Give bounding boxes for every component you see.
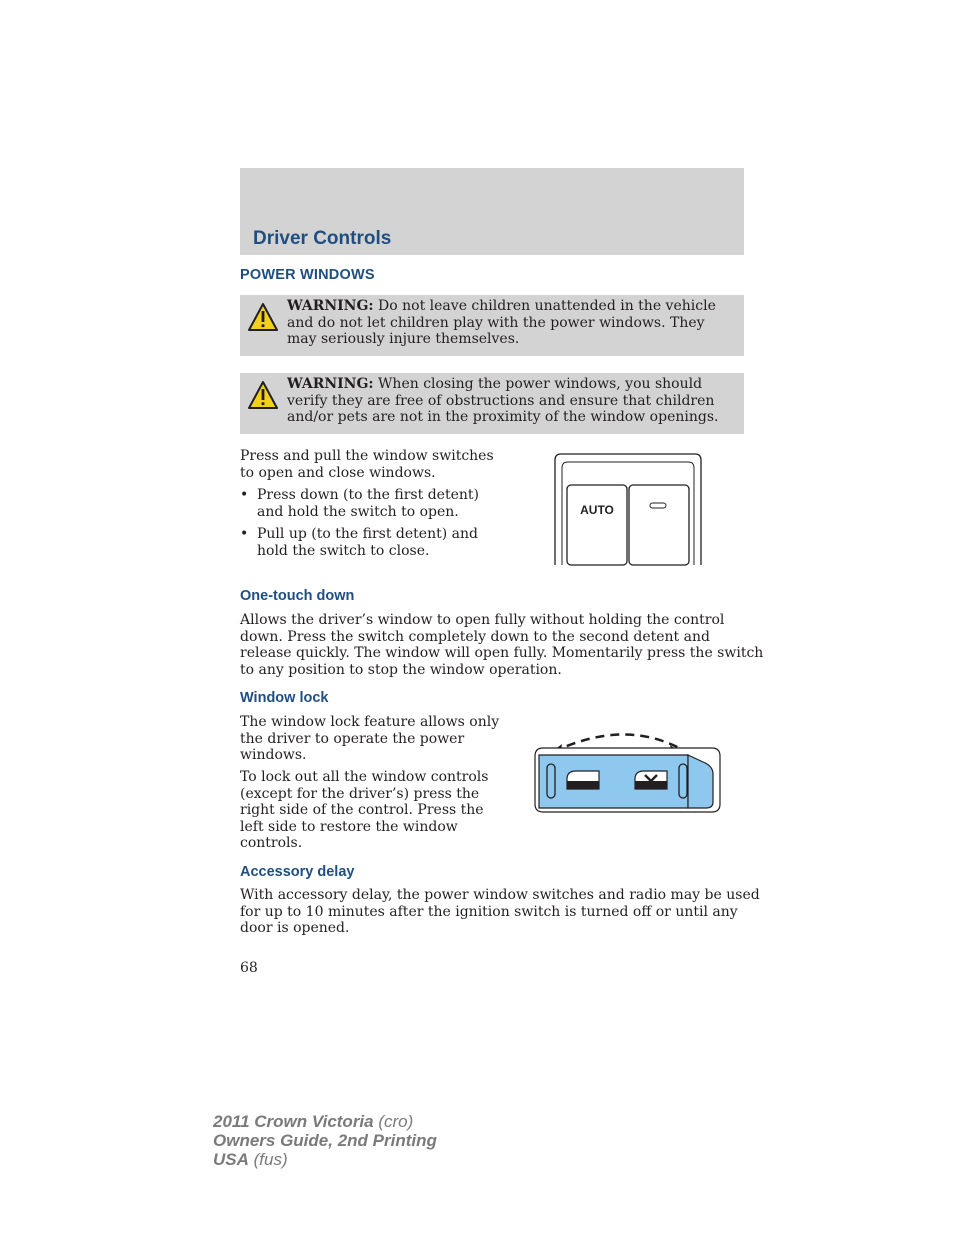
accessory-delay-paragraph [240,887,760,937]
text-line: windows. [240,747,307,763]
intro-line: to open and close windows. [240,464,436,481]
footer-model: 2011 Crown Victoria [213,1112,374,1131]
text-line: (except for the driver’s) press the [240,785,480,802]
warning-triangle-icon [247,302,279,332]
warning-label: WARNING: [287,376,374,392]
text-line: Allows the driver’s window to open fully without holding the control [240,612,725,628]
text-line: to any position to stop the window operation. [240,661,562,678]
footer-printing: Owners Guide, 2nd Printing [213,1131,437,1150]
page-number: 68 [240,960,258,976]
bullet-item [240,526,500,559]
window-lock-illustration [533,728,723,816]
bullet-item [240,487,500,520]
intro-paragraph [240,448,494,481]
bullet-dot: • [240,526,249,542]
section-title: Driver Controls [253,228,392,249]
bullet-line: and hold the switch to open. [257,503,459,520]
footer-model-code: (cro) [373,1112,414,1131]
text-line: To lock out all the window controls [240,769,489,785]
bullet-dot: • [240,487,249,503]
window-switch-illustration [553,452,703,565]
warning-box-2 [240,373,744,434]
one-touch-paragraph [240,612,763,678]
warning-text: Do not leave children unattended in the vehicle and do not let children play with the power windows. They may seriously injure themselves. [287,298,716,347]
warning-label: WARNING: [287,298,374,314]
text-line: release quickly. The window will open fully. Momentarily press the switch [240,645,764,661]
one-touch-heading: One-touch down [240,588,355,604]
text-line: The window lock feature allows only [240,714,500,730]
footer-publication-info [213,1112,437,1169]
text-line: the driver to operate the power [240,730,465,747]
footer-market: USA [213,1150,249,1169]
warning-triangle-icon [247,380,279,410]
window-lock-heading: Window lock [240,690,329,706]
text-line: controls. [240,835,303,851]
power-windows-heading: POWER WINDOWS [240,267,375,283]
window-icon [567,771,599,789]
text-line: With accessory delay, the power window switches and radio may be used [240,887,760,903]
window-locked-icon [635,771,667,789]
text-line: down. Press the switch completely down to the second detent and [240,628,710,645]
intro-line: Press and pull the window switches [240,448,494,464]
accessory-delay-heading: Accessory delay [240,864,355,880]
bullet-line: Press down (to the first detent) [257,487,479,503]
bullet-line: hold the switch to close. [257,542,430,559]
footer-market-code: (fus) [248,1150,288,1169]
text-line: door is opened. [240,920,350,936]
window-lock-paragraph-2 [240,769,488,852]
text-line: left side to restore the window [240,818,458,835]
text-line: for up to 10 minutes after the ignition switch is turned off or until any [240,903,738,920]
window-lock-paragraph-1 [240,714,499,764]
warning-text: When closing the power windows, you should verify they are free of obstructions and ensure that children and/or pets are not in the proximity of the window openings. [287,376,719,425]
auto-label: AUTO [580,503,614,517]
warning-box-1 [240,295,744,356]
text-line: right side of the control. Press the [240,802,484,818]
bullet-line: Pull up (to the first detent) and [257,526,478,542]
